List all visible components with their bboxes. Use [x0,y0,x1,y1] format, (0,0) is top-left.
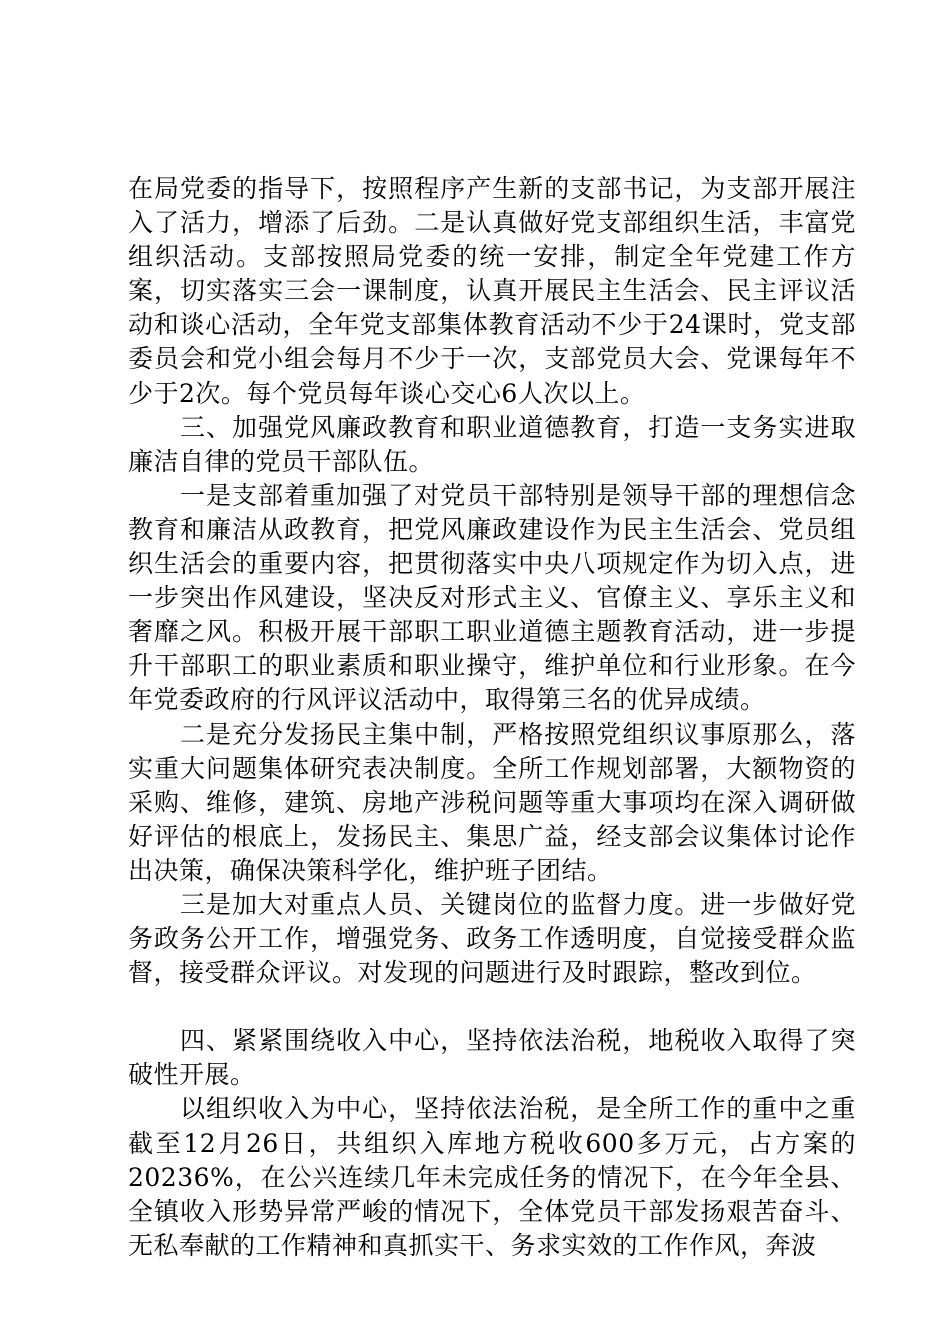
document-body [128,172,856,1263]
paragraph-continuation: 在局党委的指导下，按照程序产生新的支部书记，为支部开展注入了活力，增添了后劲。二是认真做好党支部组织生活，丰富党组织活动。支部按照局党委的统一安排，制定全年党建工作方案，切实落实三会一课制度，认真开展民主生活会、民主评议活动和谈心活动，全年党支部集体教育活动不少于24课时，党支部委员会和党小组会每月不少于一次，支部党员大会、党课每年不少于2次。每个党员每年谈心交心6人次以上。 [128,174,856,408]
section-heading-4: 四、紧紧围绕收入中心，坚持依法治税，地税收入取得了突破性开展。 [128,1026,856,1090]
paragraph-revenue: 以组织收入为中心，坚持依法治税，是全所工作的重中之重截至12月26日，共组织入库地方税收600多万元，占方案的20236%，在公兴连续几年未完成任务的情况下，在今年全县、全镇收入形势异常严峻的情况下，全体党员干部发扬艰苦奋斗、无私奉献的工作精神和真抓实干、务求实效的工作作风，奔波 [128,1094,856,1260]
blank-line [128,990,856,1024]
paragraph-point-2: 二是充分发扬民主集中制，严格按照党组织议事原那么，落实重大问题集体研究表决制度。全所工作规划部署，大额物资的采购、维修，建筑、房地产涉税问题等重大事项均在深入调研做好评估的根底上，发扬民主、集思广益，经支部会议集体讨论作出决策，确保决策科学化，维护班子团结。 [128,719,856,885]
paragraph-point-1: 一是支部着重加强了对党员干部特别是领导干部的理想信念教育和廉洁从政教育，把党风廉政建设作为民主生活会、党员组织生活会的重要内容，把贯彻落实中央八项规定作为切入点，进一步突出作风建设，坚决反对形式主义、官僚主义、享乐主义和奢靡之风。积极开展干部职工职业道德主题教育活动，进一步提升干部职工的职业素质和职业操守，维护单位和行业形象。在今年党委政府的行风评议活动中，取得第三名的优异成绩。 [128,480,856,715]
paragraph-point-3: 三是加大对重点人员、关键岗位的监督力度。进一步做好党务政务公开工作，增强党务、政务工作透明度，自觉接受群众监督，接受群众评议。对发现的问题进行及时跟踪，整改到位。 [128,889,856,988]
section-heading-3: 三、加强党风廉政教育和职业道德教育，打造一支务实进取廉洁自律的党员干部队伍。 [128,412,856,476]
